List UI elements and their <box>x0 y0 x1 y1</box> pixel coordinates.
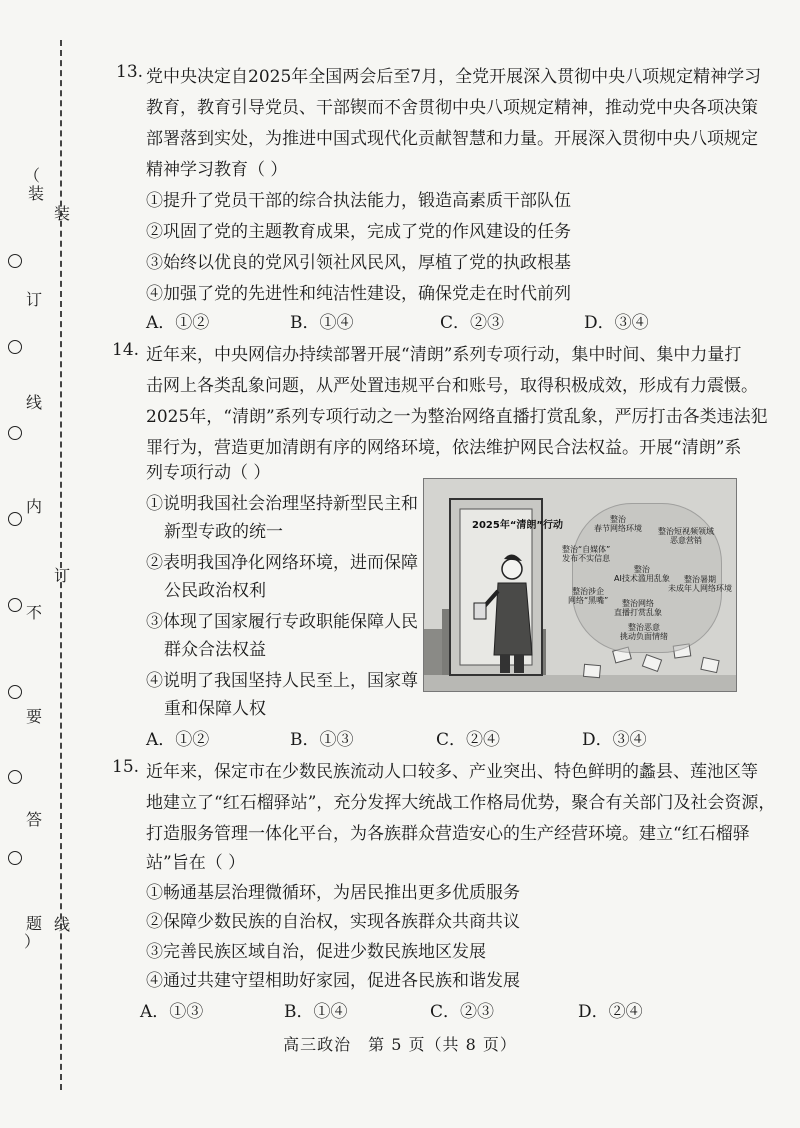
cloud-label: 整治网络 直播打赏乱象 <box>614 599 662 617</box>
margin-char: （ <box>24 166 41 185</box>
statement: ④通过共建守望相助好家园，促进各民族和谐发展 <box>146 971 520 991</box>
question-text-line: 列专项行动（ ） <box>146 463 271 483</box>
margin-char: 线 <box>26 393 43 412</box>
statement: 群众合法权益 <box>164 640 266 660</box>
binding-hole <box>8 685 22 699</box>
margin-char: 线 <box>54 915 71 934</box>
question-text-line: 站”旨在（ ） <box>146 853 246 873</box>
statement: 公民政治权利 <box>164 581 266 601</box>
margin-char: 答 <box>26 810 43 829</box>
option-d[interactable]: D．③④ <box>584 313 649 333</box>
statement: ①畅通基层治理微循环，为居民推出更多优质服务 <box>146 883 520 903</box>
margin-char: 内 <box>26 497 43 516</box>
question-text-line: 部署落到实处，为推进中国式现代化贡献智慧和力量。开展深入贯彻中央八项规定 <box>146 129 758 149</box>
binding-hole <box>8 598 22 612</box>
option-a[interactable]: A．①② <box>146 313 210 333</box>
cloud-label: 整治 春节网络环境 <box>594 515 642 533</box>
margin-char: 订 <box>54 566 71 585</box>
binding-hole <box>8 426 22 440</box>
statement: 新型专政的统一 <box>164 522 283 542</box>
question-text-line: 教育，教育引导党员、干部锲而不舍贯彻中央八项规定精神，推动党中央各项决策 <box>146 98 758 118</box>
margin-char: 订 <box>26 290 43 309</box>
cloud-label: 整治暑期 未成年人网络环境 <box>668 575 732 593</box>
question-number: 15. <box>112 757 140 777</box>
statement: ④说明了我国坚持人民至上，国家尊 <box>146 671 418 691</box>
qinglang-illustration <box>423 478 737 692</box>
margin-char: 不 <box>26 603 43 622</box>
margin-char: 要 <box>26 707 43 726</box>
statement: ③体现了国家履行专政职能保障人民 <box>146 612 418 632</box>
question-text-line: 精神学习教育（ ） <box>146 160 288 180</box>
statement: ④加强了党的先进性和纯洁性建设，确保党走在时代前列 <box>146 284 571 304</box>
question-text-line: 2025年，“清朗”系列专项行动之一为整治网络直播打赏乱象，严厉打击各类违法犯 <box>146 407 768 427</box>
margin-char: 装 <box>54 204 71 223</box>
statement: ③始终以优良的党风引领社风民风，厚植了党的执政根基 <box>146 253 571 273</box>
margin-char: 装 <box>28 184 45 203</box>
option-a[interactable]: A．①③ <box>140 1002 204 1022</box>
option-d[interactable]: D．③④ <box>582 730 647 750</box>
question-number: 14. <box>112 340 140 360</box>
question-text-line: 罪行为，营造更加清朗有序的网络环境，依法维护网民合法权益。开展“清朗”系 <box>146 438 742 458</box>
question-text-line: 击网上各类乱象问题，从严处置违规平台和账号，取得积极成效，形成有力震慑。 <box>146 376 758 396</box>
option-b[interactable]: B．①④ <box>290 313 354 333</box>
margin-char: ） <box>24 932 41 951</box>
statement: ②表明我国净化网络环境，进而保障 <box>146 553 418 573</box>
question-text-line: 地建立了“红石榴驿站”，充分发挥大统战工作格局优势，聚合有关部门及社会资源， <box>146 793 776 813</box>
question-number: 13. <box>116 62 144 82</box>
statement: ③完善民族区域自治，促进少数民族地区发展 <box>146 942 486 962</box>
option-a[interactable]: A．①② <box>146 730 210 750</box>
statement: ①提升了党员干部的综合执法能力，锻造高素质干部队伍 <box>146 191 571 211</box>
option-b[interactable]: B．①③ <box>290 730 354 750</box>
question-text-line: 近年来，中央网信办持续部署开展“清朗”系列专项行动，集中时间、集中力量打 <box>146 345 742 365</box>
binding-hole <box>8 770 22 784</box>
banner-label: 2025年“清朗”行动 <box>472 520 563 531</box>
question-text-line: 打造服务管理一体化平台，为各族群众营造安心的生产经营环境。建立“红石榴驿 <box>146 824 750 844</box>
statement: 重和保障人权 <box>164 699 266 719</box>
statement: ②保障少数民族的自治权，实现各族群众共商共议 <box>146 912 520 932</box>
binding-hole <box>8 254 22 268</box>
binding-hole <box>8 340 22 354</box>
cloud-label: 整治“自媒体” 发布不实信息 <box>562 545 611 563</box>
option-c[interactable]: C．②③ <box>440 313 505 333</box>
cloud-label: 整治恶意 挑动负面情绪 <box>620 623 668 641</box>
statement: ②巩固了党的主题教育成果，完成了党的作风建设的任务 <box>146 222 571 242</box>
statement: ①说明我国社会治理坚持新型民主和 <box>146 494 418 514</box>
option-c[interactable]: C．②③ <box>430 1002 495 1022</box>
cloud-label: 整治涉企 网络“黑嘴” <box>568 587 609 605</box>
cloud-label: 整治 AI技术滥用乱象 <box>614 565 670 583</box>
cloud-label: 整治短视频领域 恶意营销 <box>658 527 714 545</box>
question-text-line: 党中央决定自2025年全国两会后至7月，全党开展深入贯彻中央八项规定精神学习 <box>146 67 762 87</box>
question-text-line: 近年来，保定市在少数民族流动人口较多、产业突出、特色鲜明的蠡县、莲池区等 <box>146 762 758 782</box>
binding-hole <box>8 851 22 865</box>
binding-hole <box>8 512 22 526</box>
option-c[interactable]: C．②④ <box>436 730 501 750</box>
margin-char: 题 <box>26 914 43 933</box>
option-d[interactable]: D．②④ <box>578 1002 643 1022</box>
option-b[interactable]: B．①④ <box>284 1002 348 1022</box>
page-footer: 高三政治 第 5 页（共 8 页） <box>283 1035 517 1054</box>
